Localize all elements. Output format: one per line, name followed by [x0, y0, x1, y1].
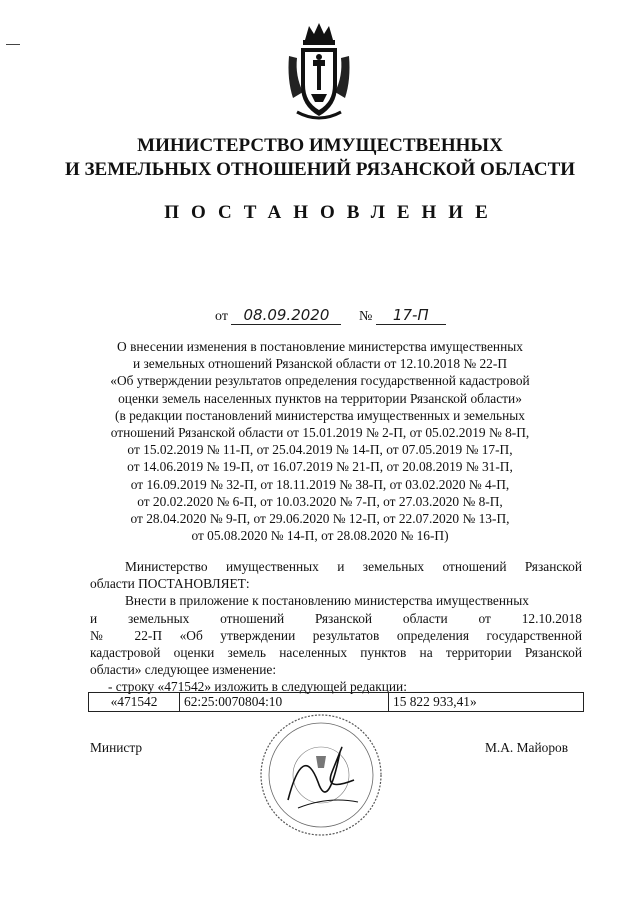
body-line: - строку «471542» изложить в следующей редакции:: [108, 679, 407, 695]
body-line: кадастровой оценки земель населенных пунктов на территории Рязанской: [90, 645, 582, 661]
document-subject: [0, 338, 640, 544]
table-cell-row-id: «471542: [89, 693, 180, 712]
ministry-title-line1: МИНИСТЕРСТВО ИМУЩЕСТВЕННЫХ: [137, 135, 503, 156]
handwritten-date: 08.09.2020: [231, 306, 341, 325]
document-type-heading: ПОСТАНОВЛЕНИЕ: [164, 202, 500, 223]
body-line: области ПОСТАНОВЛЯЕТ:: [90, 576, 250, 592]
ministry-title-line2: И ЗЕМЕЛЬНЫХ ОТНОШЕНИЙ РЯЗАНСКОЙ ОБЛАСТИ: [64, 159, 576, 180]
table-cell-value: 15 822 933,41»: [389, 693, 584, 712]
subject-line: от 16.09.2019 № 32-П, от 18.11.2019 № 38-П, от 03.02.2020 № 4-П,: [130, 476, 510, 492]
body-line: и земельных отношений Рязанской области от 12.10.2018: [90, 610, 582, 626]
margin-tick-mark: [6, 44, 20, 45]
subject-line: О внесении изменения в постановление министерства имущественных: [117, 339, 523, 354]
body-line: области» следующее изменение:: [90, 662, 277, 678]
date-prefix: от: [215, 309, 228, 324]
body-line: Министерство имущественных и земельных отношений Рязанской: [125, 559, 582, 574]
subject-line: от 14.06.2019 № 19-П, от 16.07.2019 № 21-П, от 20.08.2019 № 31-П,: [127, 459, 513, 475]
official-seal-stamp: [258, 712, 384, 838]
signatory-name: М.А. Майоров: [485, 740, 569, 755]
date-number-line: [215, 306, 446, 325]
signatory-position: Министр: [90, 740, 143, 755]
subject-line: от 05.08.2020 № 14-П, от 28.08.2020 № 16-П): [191, 528, 449, 544]
subject-line: оценки земель населенных пунктов на территории Рязанской области»: [118, 390, 522, 406]
subject-line: (в редакции постановлений министерства имущественных и земельных: [114, 407, 525, 423]
table-cell-cadastral-number: 62:25:0070804:10: [180, 693, 389, 712]
handwritten-number: 17-П: [376, 306, 446, 325]
body-paragraphs: [90, 558, 582, 696]
subject-line: отношений Рязанской области от 15.01.2019 № 2-П, от 05.02.2019 № 8-П,: [110, 425, 530, 441]
subject-line: и земельных отношений Рязанской области от 12.10.2018 № 22-П: [132, 356, 508, 372]
body-line: № 22-П «Об утверждении результатов определения государственной: [90, 627, 582, 643]
body-line: Внести в приложение к постановлению министерства имущественных: [125, 593, 529, 609]
subject-line: от 15.02.2019 № 11-П, от 25.04.2019 № 14-П, от 07.05.2019 № 17-П,: [127, 442, 513, 458]
table-row: [89, 693, 584, 712]
coat-of-arms-emblem: [283, 20, 355, 124]
subject-line: «Об утверждении результатов определения государственной кадастровой: [110, 373, 530, 389]
number-sign: №: [358, 309, 373, 324]
subject-line: от 28.04.2020 № 9-П, от 29.06.2020 № 12-П, от 22.07.2020 № 13-П,: [130, 511, 510, 527]
subject-line: от 20.02.2020 № 6-П, от 10.03.2020 № 7-П, от 27.03.2020 № 8-П,: [137, 493, 503, 509]
cadastral-value-table: [88, 692, 584, 712]
